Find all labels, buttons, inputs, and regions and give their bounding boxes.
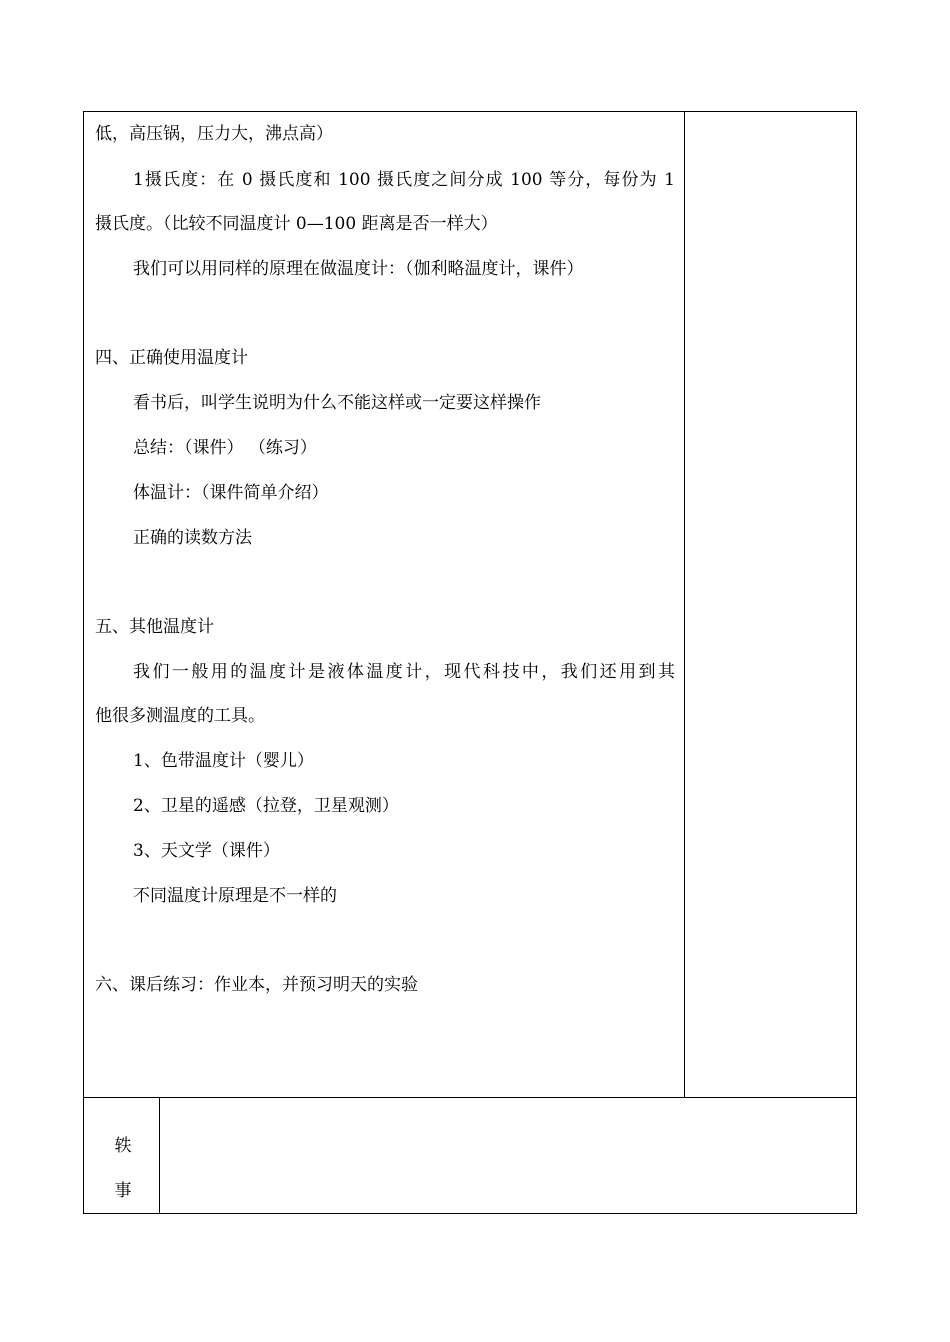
text-line-7: 总结：（课件） （练习） — [133, 438, 317, 458]
footer-row-divider — [83, 1097, 857, 1098]
text-line-15: 3、天文学（课件） — [133, 841, 280, 861]
section-heading-6: 六、课后练习：作业本，并预习明天的实验 — [95, 975, 418, 995]
text-line-6: 看书后，叫学生说明为什么不能这样或一定要这样操作 — [133, 393, 541, 413]
notes-column-divider — [684, 111, 685, 1097]
text-line-9: 正确的读数方法 — [133, 528, 252, 548]
footer-label-top: 轶 — [114, 1136, 132, 1156]
text-line-2: 1摄氏度：在 0 摄氏度和 100 摄氏度之间分成 100 等分，每份为 1 — [133, 170, 675, 190]
section-heading-5: 五、其他温度计 — [95, 617, 214, 637]
text-line-4: 我们可以用同样的原理在做温度计：（伽利略温度计，课件） — [133, 259, 584, 279]
text-line-11: 我们一般用的温度计是液体温度计，现代科技中，我们还用到其 — [133, 662, 675, 682]
text-line-12: 他很多测温度的工具。 — [95, 706, 265, 726]
text-line-3: 摄氏度。（比较不同温度计 0—100 距离是否一样大） — [95, 214, 498, 234]
section-heading-4: 四、正确使用温度计 — [95, 348, 248, 368]
text-line-16: 不同温度计原理是不一样的 — [133, 886, 337, 906]
footer-label-bottom: 事 — [114, 1181, 132, 1201]
text-line-13: 1、色带温度计（婴儿） — [133, 751, 314, 771]
text-line-14: 2、卫星的遥感（拉登，卫星观测） — [133, 796, 399, 816]
text-line-8: 体温计：（课件简单介绍） — [133, 483, 329, 503]
text-line-1: 低，高压锅，压力大，沸点高） — [95, 124, 333, 144]
footer-label-divider — [159, 1097, 160, 1214]
